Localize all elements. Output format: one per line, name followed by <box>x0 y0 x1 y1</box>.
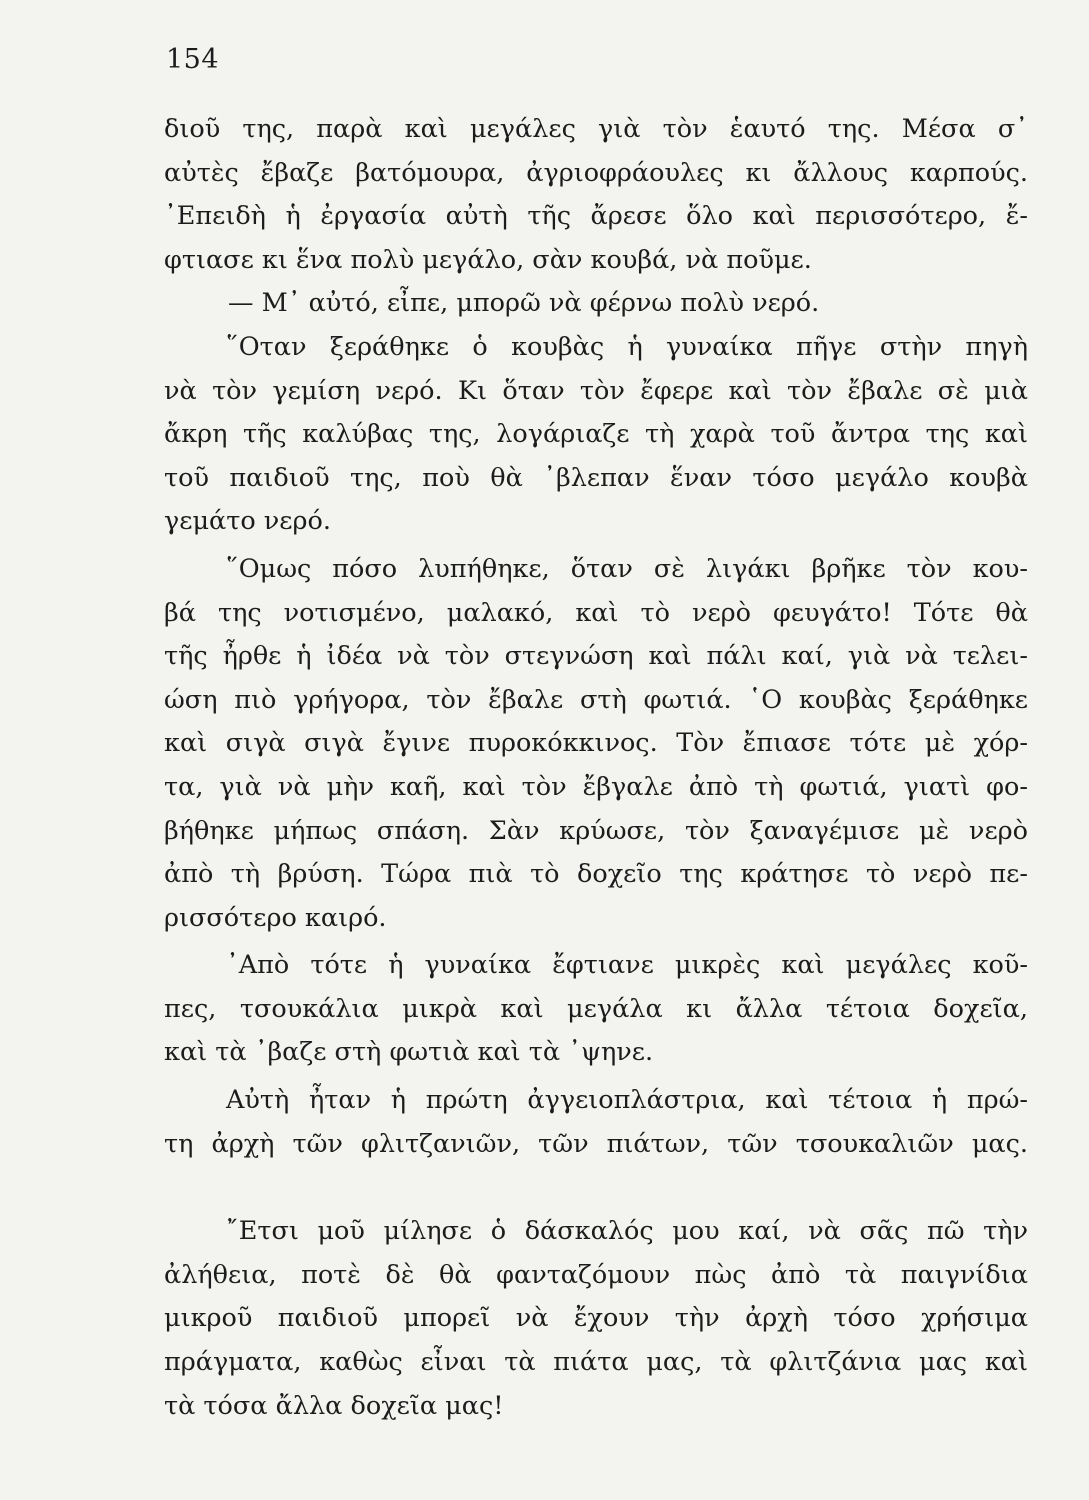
text-line: ἀλήθεια, ποτὲ δὲ θὰ φανταζόμουν πὼς ἀπὸ τὰ παιγνίδια <box>164 1259 1028 1290</box>
text-line: ρισσότερο καιρό. <box>164 902 387 933</box>
text-line: ἀπὸ τὴ βρύση. Τώρα πιὰ τὸ δοχεῖο της κράτησε τὸ νερὸ πε- <box>164 859 1028 890</box>
text-line: πες, τσουκάλια μικρὰ καὶ μεγάλα κι ἄλλα τέτοια δοχεῖα, <box>164 993 1028 1024</box>
paragraph-continuation <box>164 108 1028 282</box>
paragraph <box>164 944 1028 1075</box>
paragraph <box>164 326 1028 544</box>
text-line: μικροῦ παιδιοῦ μπορεῖ νὰ ἔχουν τὴν ἀρχὴ τόσο χρήσιμα <box>164 1303 1028 1334</box>
text-line: ῞Οταν ξεράθηκε ὁ κουβὰς ἡ γυναίκα πῆγε στὴν πηγὴ <box>226 331 1028 362</box>
text-line: ώση πιὸ γρήγορα, τὸν ἔβαλε στὴ φωτιά. ῾Ο κουβὰς ξεράθηκε <box>164 684 1028 715</box>
text-line: ῎Ετσι μοῦ μίλησε ὁ δάσκαλός μου καί, νὰ σᾶς πῶ τὴν <box>226 1216 1028 1247</box>
text-line: Αὐτὴ ἦταν ἡ πρώτη ἀγγειοπλάστρια, καὶ τέτοια ἡ πρώ- <box>226 1085 1028 1116</box>
paragraph <box>164 1079 1028 1166</box>
text-line: βά της νοτισμένο, μαλακό, καὶ τὸ νερὸ φευγάτο! Τότε θὰ <box>164 597 1028 628</box>
text-line: τα, γιὰ νὰ μὴν καῆ, καὶ τὸν ἔβγαλε ἀπὸ τὴ φωτιά, γιατὶ φο- <box>164 771 1028 802</box>
text-line: διοῦ της, παρὰ καὶ μεγάλες γιὰ τὸν ἑαυτό της. Μέσα σ᾽ <box>164 114 1028 144</box>
text-line: βήθηκε μήπως σπάση. Σὰν κρύωσε, τὸν ξαναγέμισε μὲ νερὸ <box>164 815 1028 846</box>
text-line: καὶ τὰ ᾽βαζε στὴ φωτιὰ καὶ τὰ ᾽ψηνε. <box>164 1037 654 1068</box>
text-line: τῆς ἦρθε ἡ ἰδέα νὰ τὸν στεγνώση καὶ πάλι καί, γιὰ νὰ τελει- <box>164 641 1028 672</box>
text-line: ῞Ομως πόσο λυπήθηκε, ὅταν σὲ λιγάκι βρῆκε τὸν κου- <box>226 553 1028 584</box>
page-number: 154 <box>166 44 220 75</box>
text-line: καὶ σιγὰ σιγὰ ἔγινε πυροκόκκινος. Τὸν ἔπιασε τότε μὲ χόρ- <box>164 728 1028 759</box>
text-line: τη ἀρχὴ τῶν φλιτζανιῶν, τῶν πιάτων, τῶν τσουκαλιῶν μας. <box>164 1128 1028 1159</box>
text-line: ἄκρη τῆς καλύβας της, λογάριαζε τὴ χαρὰ τοῦ ἄντρα της καὶ <box>164 419 1028 450</box>
text-line: τὰ τόσα ἄλλα δοχεῖα μας! <box>164 1390 504 1421</box>
text-line: νὰ τὸν γεμίση νερό. Κι ὅταν τὸν ἔφερε καὶ τὸν ἔβαλε σὲ μιὰ <box>164 375 1028 406</box>
text-line: φτιασε κι ἕνα πολὺ μεγάλο, σὰν κουβά, νὰ ποῦμε. <box>164 244 812 275</box>
text-line: — Μ᾽ αὐτό, εἶπε, μπορῶ νὰ φέρνω πολὺ νερό. <box>228 288 820 319</box>
text-line: ᾽Απὸ τότε ἡ γυναίκα ἔφτιανε μικρὲς καὶ μεγάλες κοῦ- <box>226 950 1028 981</box>
text-line: πράγματα, καθὼς εἶναι τὰ πιάτα μας, τὰ φλιτζάνια μας καὶ <box>164 1347 1028 1378</box>
paragraph-dialogue <box>164 282 1028 326</box>
paragraph-closing <box>164 1210 1028 1428</box>
body-text <box>164 108 1028 1428</box>
text-line: τοῦ παιδιοῦ της, ποὺ θὰ ᾽βλεπαν ἕναν τόσο μεγάλο κουβὰ <box>164 462 1028 493</box>
text-line: ᾽Επειδὴ ἡ ἐργασία αὐτὴ τῆς ἄρεσε ὅλο καὶ περισσότερο, ἔ- <box>164 201 1028 232</box>
paragraph <box>164 548 1028 940</box>
text-line: αὐτὲς ἔβαζε βατόμουρα, ἀγριοφράουλες κι ἄλλους καρπούς. <box>164 157 1028 188</box>
text-line: γεμάτο νερό. <box>164 506 331 537</box>
